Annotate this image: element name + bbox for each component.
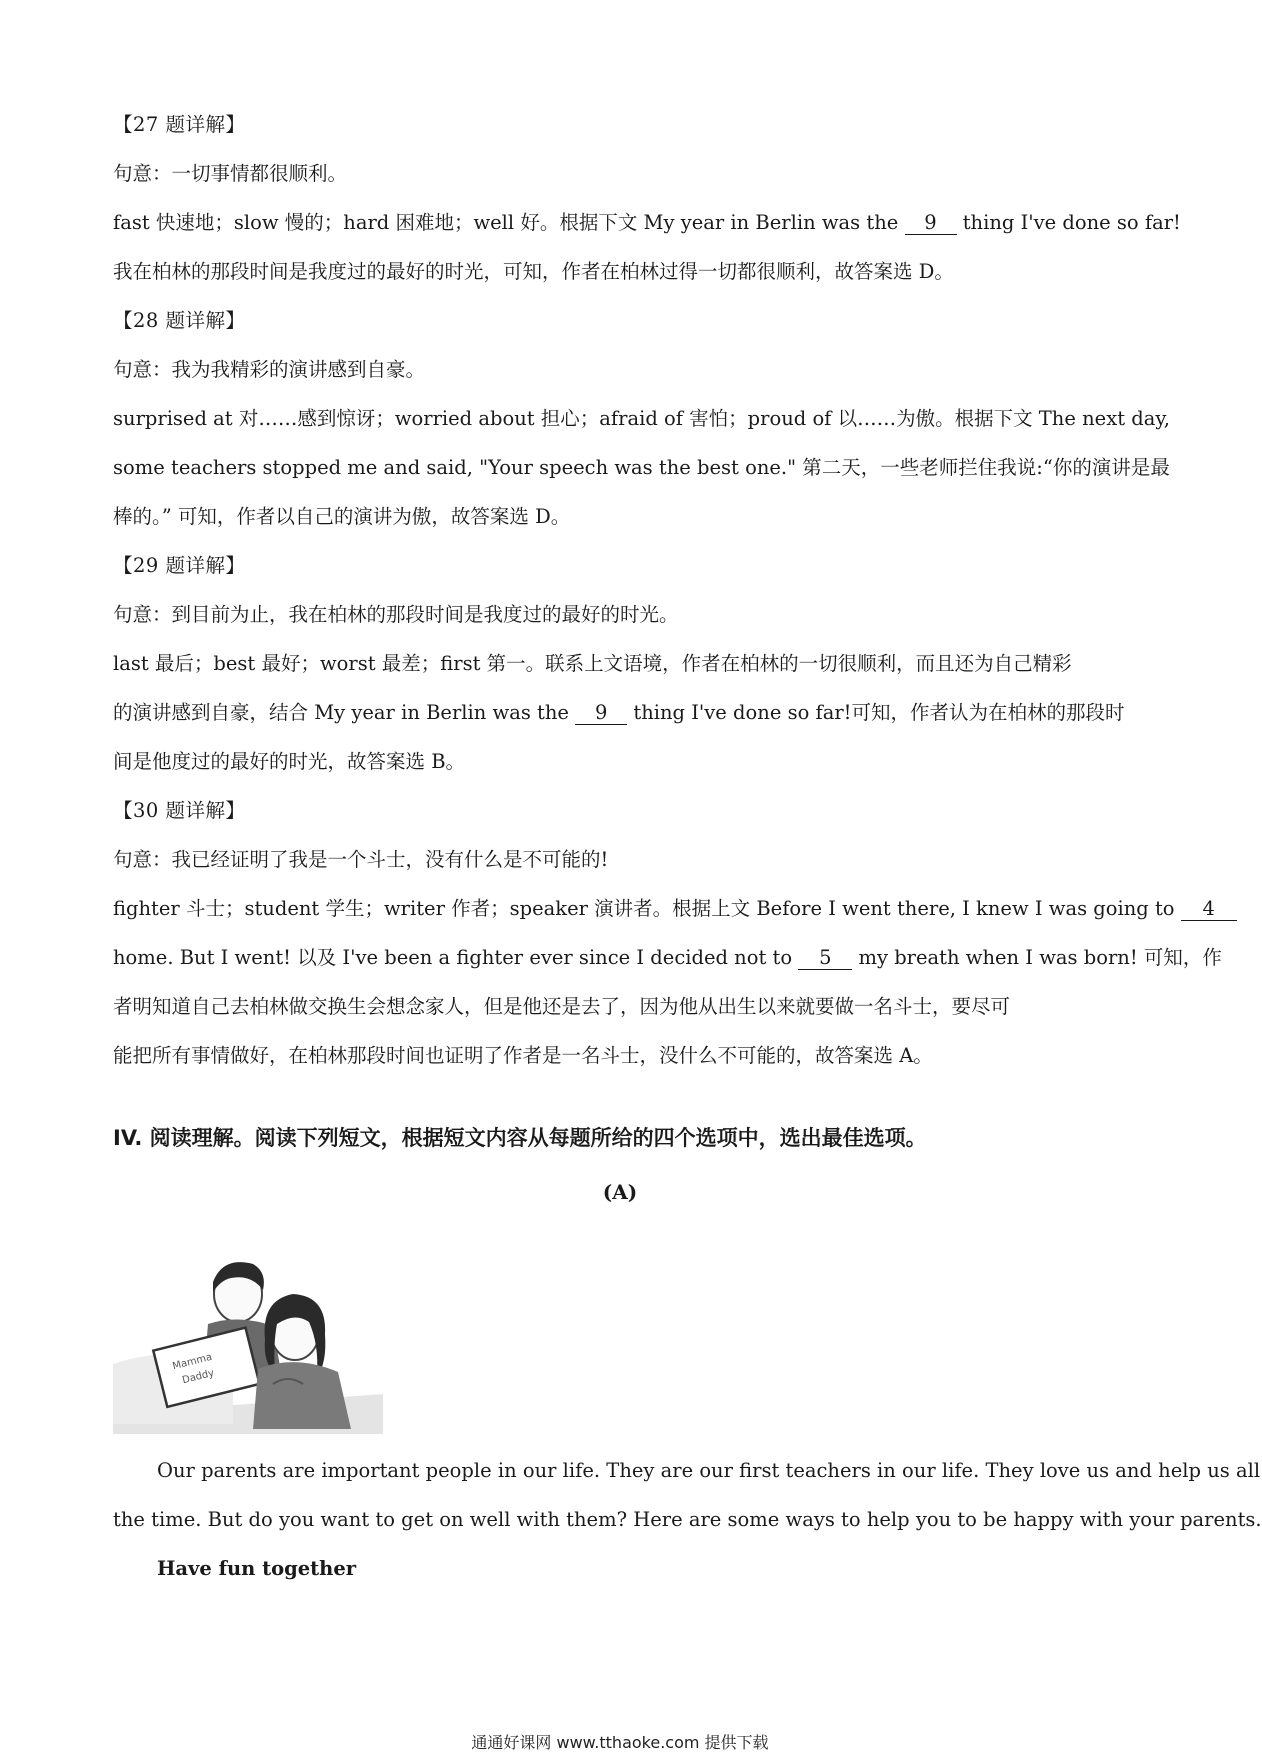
passage-subheading: Have fun together <box>157 1557 357 1580</box>
q29-line: 的演讲感到自豪，结合 My year in Berlin was the 9 thing I've done so far!可知，作者认为在柏林的那段时 <box>113 701 1125 724</box>
q27-line: 我在柏林的那段时间是我度过的最好的时光，可知，作者在柏林过得一切都很顺利，故答案选 D。 <box>113 260 954 283</box>
card-text-daddy: Daddy <box>181 1367 216 1387</box>
q30-line: home. But I went! 以及 I've been a fighter ever since I decided not to 5 my breath when I was born! 可知，作 <box>113 946 1222 969</box>
blank-9: 9 <box>575 702 627 725</box>
q30-line: 句意：我已经证明了我是一个斗士，没有什么是不可能的! <box>113 848 609 871</box>
section-title: IV. 阅读理解。阅读下列短文，根据短文内容从每题所给的四个选项中，选出最佳选项。 <box>113 1126 927 1150</box>
blank-5: 5 <box>798 947 852 970</box>
footer-watermark: 通通好课网 www.tthaoke.com 提供下载 <box>471 1733 769 1752</box>
passage-line: Our parents are important people in our life. They are our first teachers in our life. They love us and help us all <box>157 1459 1261 1482</box>
blank-4: 4 <box>1181 898 1237 921</box>
q28-line: 棒的。” 可知，作者以自己的演讲为傲，故答案选 D。 <box>113 505 571 528</box>
parents-illustration <box>113 1244 383 1434</box>
q29-heading: 【29 题详解】 <box>113 554 246 577</box>
q28-line: some teachers stopped me and said, "Your speech was the best one." 第二天，一些老师拦住我说:“你的演讲是最 <box>113 456 1170 479</box>
card-text-mamma: Mamma <box>171 1351 214 1373</box>
q29-line: 间是他度过的最好的时光，故答案选 B。 <box>113 750 466 773</box>
q30-line: 者明知道自己去柏林做交换生会想念家人，但是他还是去了，因为他从出生以来就要做一名斗士，要尽可 <box>113 995 1011 1018</box>
q29-line: last 最后；best 最好；worst 最差；first 第一。联系上文语境，作者在柏林的一切很顺利，而且还为自己精彩 <box>113 652 1072 675</box>
passage <box>113 1446 1262 1593</box>
passage-line: the time. But do you want to get on well with them? Here are some ways to help you to be happy with your parents. <box>113 1508 1262 1531</box>
q27-heading: 【27 题详解】 <box>113 113 246 136</box>
q27-line: fast 快速地；slow 慢的；hard 困难地；well 好。根据下文 My year in Berlin was the 9 thing I've done so far! <box>113 211 1181 234</box>
q27-line: 句意：一切事情都很顺利。 <box>113 162 348 185</box>
blank-9: 9 <box>905 212 957 235</box>
explanations <box>113 100 1222 1080</box>
q28-line: surprised at 对……感到惊讶；worried about 担心；afraid of 害怕；proud of 以……为傲。根据下文 The next day, <box>113 407 1170 430</box>
q29-line: 句意：到目前为止，我在柏林的那段时间是我度过的最好的时光。 <box>113 603 679 626</box>
q28-heading: 【28 题详解】 <box>113 309 246 332</box>
q30-heading: 【30 题详解】 <box>113 799 246 822</box>
passage-label: (A) <box>602 1180 638 1204</box>
q30-line: 能把所有事情做好，在柏林那段时间也证明了作者是一名斗士，没什么不可能的，故答案选 A。 <box>113 1044 933 1067</box>
q28-line: 句意：我为我精彩的演讲感到自豪。 <box>113 358 426 381</box>
q30-line: fighter 斗士；student 学生；writer 作者；speaker 演讲者。根据上文 Before I went there, I knew I was going to 4 <box>113 884 1133 933</box>
